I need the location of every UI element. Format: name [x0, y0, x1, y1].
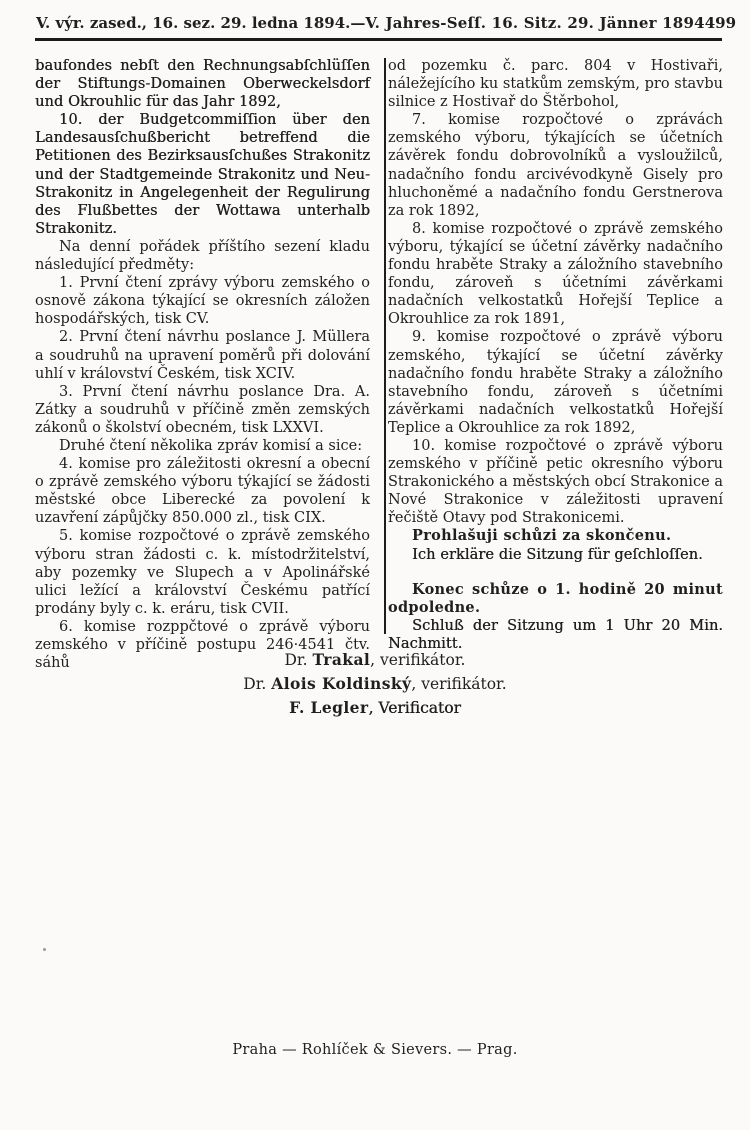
signature-role: , Verificator [368, 699, 461, 717]
signature-name: Trakal [312, 650, 371, 669]
verifier-signature-block [0, 648, 750, 720]
paragraph: 2. První čtení návrhu poslance J. Müllera a soudruhů na upravení poměrů při dolování uhlí v království Českém, tisk XCIV. [35, 329, 370, 382]
paragraph: 10. der Budgetcommiſſion über den Landesausſchußbericht betreffend die Petitionen des Bezirksausſchußes Strakonitz und der Stadtgemeinde Strakonitz und Neu-Strakonitz in Angelegenheit der Regulirung des Flußbettes der Wottawa unterhalb Strakonitz. [35, 112, 370, 237]
paragraph: Konec schůze o 1. hodině 20 minut odpoledne. [388, 580, 723, 616]
paragraph: Schluß der Sitzung um 1 Uhr 20 Min. Nachmitt. [388, 617, 723, 652]
text-columns [35, 57, 723, 672]
paragraph: od pozemku č. parc. 804 v Hostivaři, náležejícího ku statkům zemským, pro stavbu silnice z Hostivař do Štěrbohol, [388, 58, 723, 111]
paragraph: 8. komise rozpočtové o zprávě zemského výboru, týkající se účetní závěrky nadačního fondu hraběte Straky a záložního stavebního fondu, zároveň s účetními závěrkami nadačních velkostatků Hořejší Teplice a Okrouhlice za rok 1891, [388, 220, 723, 328]
page-header [36, 14, 737, 32]
signature-prefix: Dr. [243, 675, 272, 693]
header-session-german: V. Jahres-Seſſ. 16. Sitz. 29. Jänner 1894 [365, 14, 705, 32]
scan-speck [43, 948, 46, 951]
signature-role: , verifikátor. [370, 651, 466, 669]
paragraph: 10. komise rozpočtové o zprávě výboru zemského v příčině petic okresního výboru Strakonického a městských obcí Strakonice a Nové Strakonice v záležitosti upravení řečiště Otavy pod Strakonicemi. [388, 437, 723, 527]
header-session-czech: V. výr. zased., 16. sez. 29. ledna 1894. [36, 14, 351, 32]
column-divider-rule [384, 58, 386, 634]
paragraph: 7. komise rozpočtové o zprávách zemského výboru, týkajících se účetních závěrek fondu dobrovolníků a vysloužilců, nadačního fondu arcivévodkyně Gisely pro hluchoněmé a nadačního fondu Gerstnerova za rok 1892, [388, 112, 723, 219]
signature-line [0, 648, 750, 672]
signature-line [0, 672, 750, 696]
paragraph: 1. První čtení zprávy výboru zemského o osnově zákona týkající se okresních záložen hospodářských, tisk CV. [35, 275, 370, 328]
paragraph: 4. komise pro záležitosti okresní a obecní o zprávě zemského výboru týkající se žádosti městské obce Liberecké za povolení k uzavření zápůjčky 850.000 zl., tisk CIX. [35, 456, 370, 527]
signature-prefix: Dr. [284, 651, 313, 669]
right-column [388, 57, 723, 672]
paragraph: 6. komise rozppčtové o zprávě výboru zemského v příčině postupu 246·4541 čtv. sáhů [35, 618, 370, 672]
paragraph: Na denní pořádek příštího sezení kladu následující předměty: [35, 238, 370, 274]
paragraph: Druhé čtení několika zpráv komisí a sice: [59, 437, 363, 454]
header-separator-dash: — [350, 14, 366, 32]
header-rule [35, 38, 722, 41]
signature-name: F. Legler [289, 698, 369, 717]
signature-line [0, 696, 750, 720]
page-number: 499 [704, 14, 737, 32]
paragraph: Prohlašuji schůzi za skončenu. [412, 527, 672, 545]
signature-name: Alois Koldinský [271, 674, 412, 693]
paragraph: 5. komise rozpočtové o zprávě zemského výboru stran žádosti c. k. místodržitelství, aby pozemky ve Slupech a v Apolinářské ulici ležící a království Českému patřící prodány byly c. k. eráru, tisk CVII. [35, 528, 370, 617]
paragraph: Ich erkläre die Sitzung für geſchloſſen. [412, 546, 703, 563]
left-column [35, 57, 370, 672]
paragraph: baufondes nebſt den Rechnungsabſchlüſſen der Stiftungs-Domainen Oberweckelsdorf und Okrouhlic für das Jahr 1892, [35, 58, 370, 111]
paragraph: 3. První čtení návrhu poslance Dra. A. Zátky a soudruhů v příčině změn zemských zákonů o školství obecném, tisk LXXVI. [35, 383, 370, 436]
printer-imprint: Praha — Rohlíček & Sievers. — Prag. [232, 1042, 518, 1058]
paragraph: 9. komise rozpočtové o zprávě výboru zemského, týkající se účetní závěrky nadačního fondu hraběte Straky a záložního stavebního fondu, zároveň s účetními závěrkami nadačních velkostatků Hořejší Teplice a Okrouhlice za rok 1892, [388, 329, 723, 436]
signature-role: , verifikátor. [411, 675, 507, 693]
